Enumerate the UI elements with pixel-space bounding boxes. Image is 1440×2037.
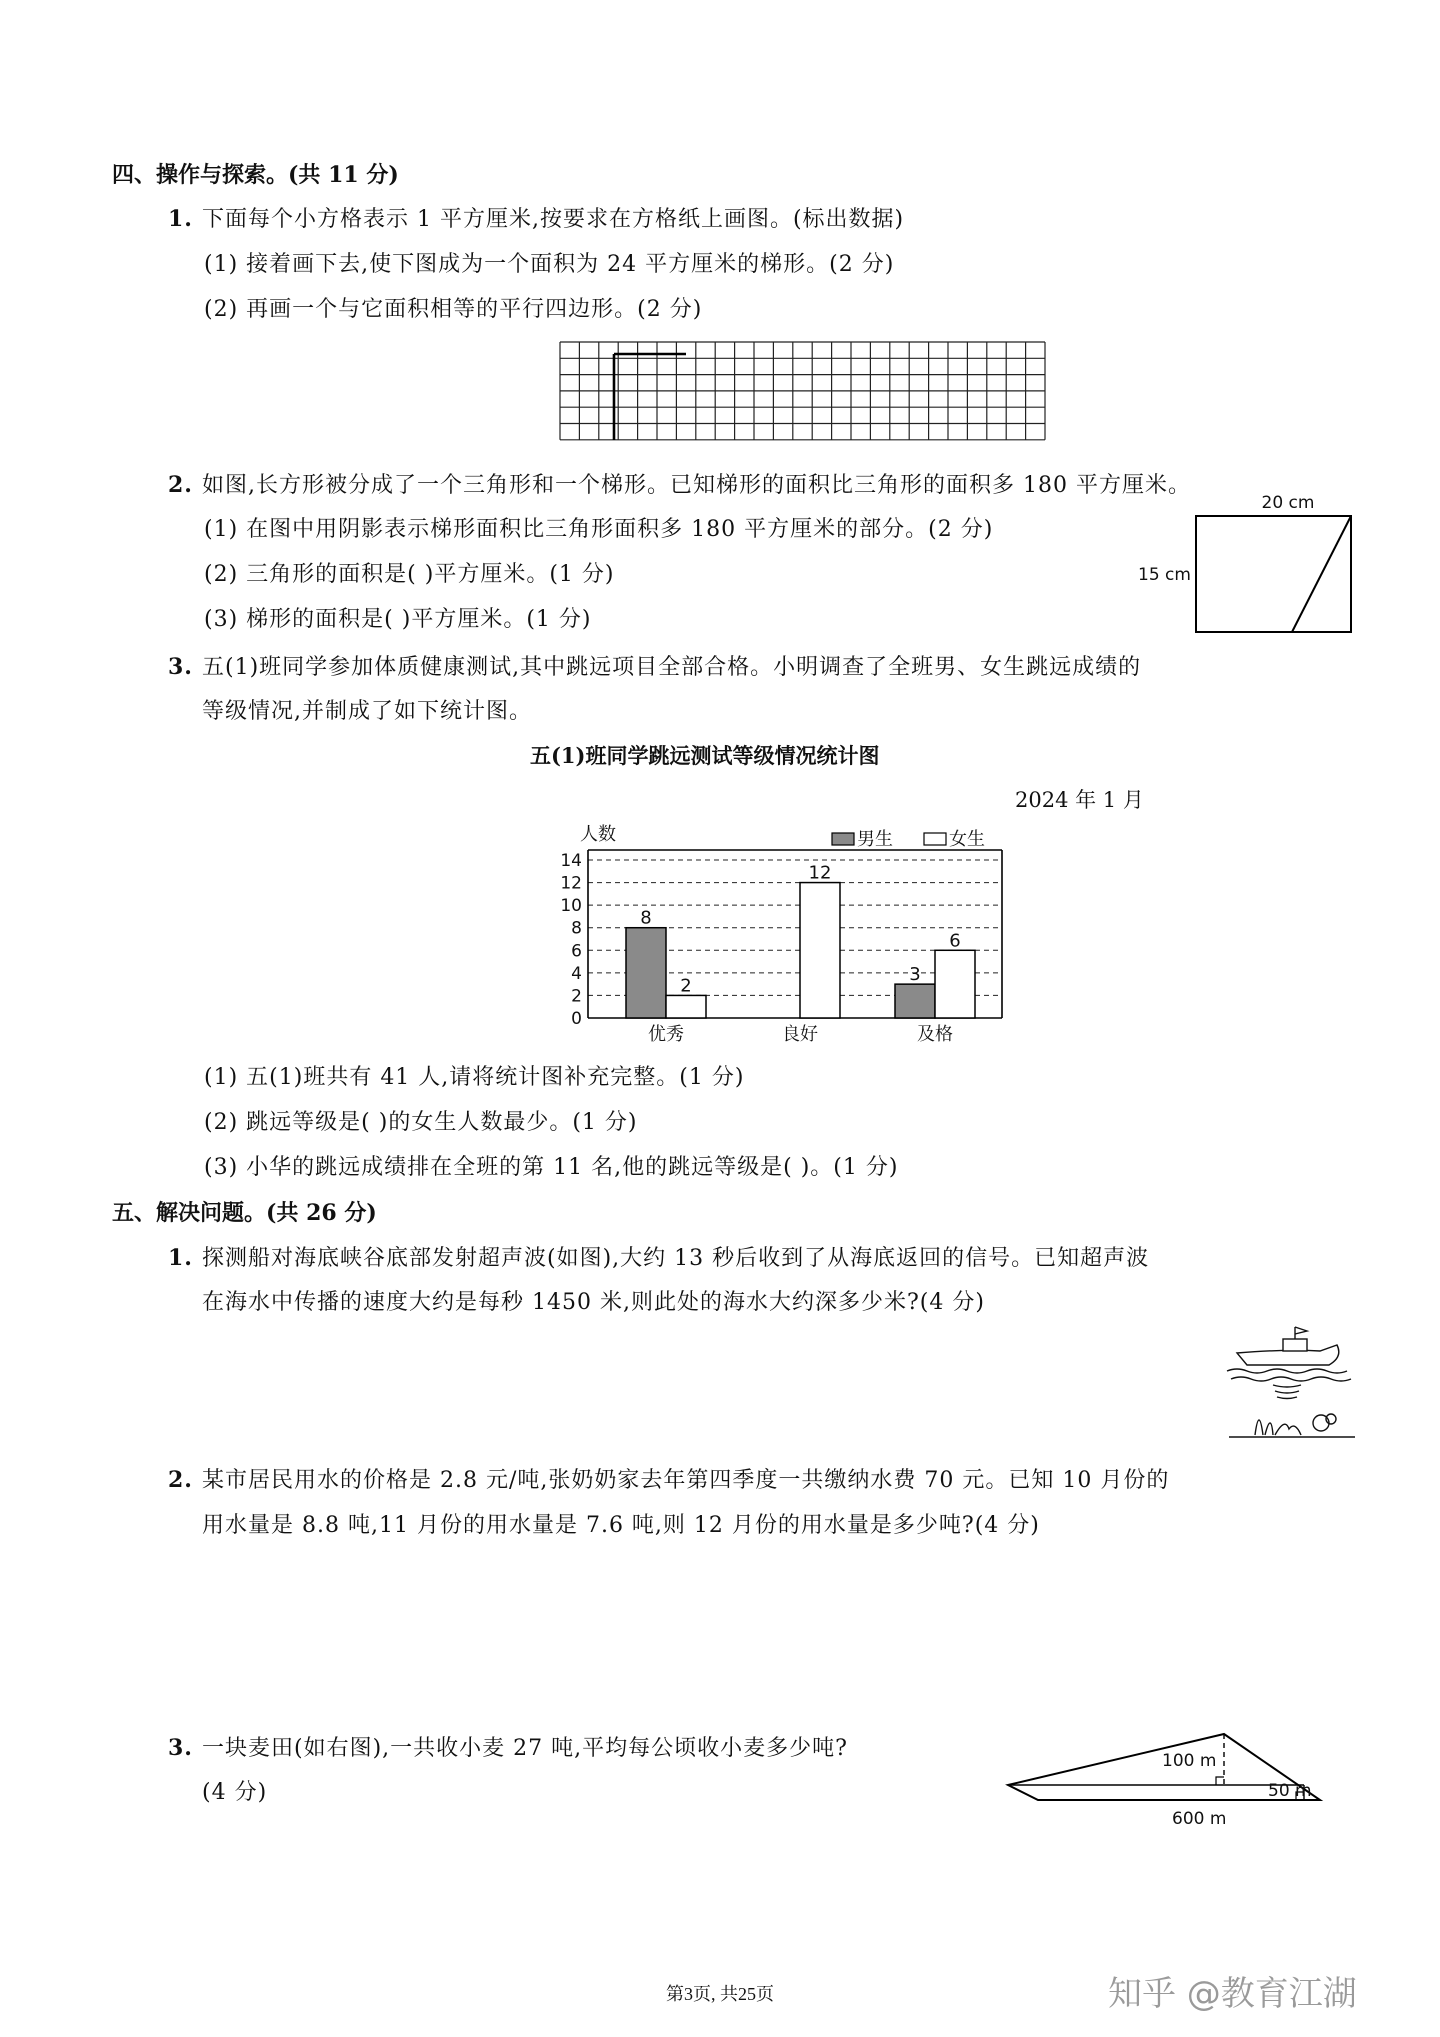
legend-label-girls: 女生 xyxy=(949,829,985,850)
y-tick-label: 0 xyxy=(571,1009,582,1029)
y-tick-label: 4 xyxy=(571,963,582,984)
rectangle-figure xyxy=(1130,488,1370,638)
legend xyxy=(832,829,985,850)
grid-paper xyxy=(558,340,1048,445)
category-label: 及格 xyxy=(917,1024,953,1045)
q4-3-sub2: (2) 跳远等级是( )的女生人数最少。(1 分) xyxy=(204,1110,638,1135)
q5-3-number: 3. xyxy=(168,1735,193,1761)
q4-3-sub3: (3) 小华的跳远成绩排在全班的第 11 名,他的跳远等级是( )。(1 分) xyxy=(204,1155,899,1180)
y-axis-label: 人数 xyxy=(580,824,616,845)
label-100m: 100 m xyxy=(1162,1751,1217,1771)
q5-2-line1: 某市居民用水的价格是 2.8 元/吨,张奶奶家去年第四季度一共缴纳水费 70 元。已知 10 月份的 xyxy=(202,1468,1170,1493)
bar-boys-2 xyxy=(895,984,935,1018)
given-trapezoid-part xyxy=(614,354,686,440)
legend-swatch-girls xyxy=(924,833,946,845)
q4-2-sub3: (3) 梯形的面积是( )平方厘米。(1 分) xyxy=(204,607,592,632)
y-tick-label: 6 xyxy=(571,941,582,962)
q4-2-sub1: (1) 在图中用阴影表示梯形面积比三角形面积多 180 平方厘米的部分。(2 分) xyxy=(204,517,994,542)
width-label: 20 cm xyxy=(1261,493,1315,513)
bar-boys-0 xyxy=(626,928,666,1018)
chart-title: 五(1)班同学跳远测试等级情况统计图 xyxy=(530,743,880,768)
y-tick-label: 2 xyxy=(571,986,582,1007)
watermark: 知乎 @教育江湖 xyxy=(1108,1974,1357,2014)
q4-3-sub1: (1) 五(1)班共有 41 人,请将统计图补充完整。(1 分) xyxy=(204,1065,745,1090)
legend-swatch-boys xyxy=(832,833,854,845)
section-5-title: 五、解决问题。(共 26 分) xyxy=(112,1200,377,1226)
q4-1-sub2: (2) 再画一个与它面积相等的平行四边形。(2 分) xyxy=(204,297,703,322)
bar-value-label: 6 xyxy=(949,930,961,952)
q5-3-line1: 一块麦田(如右图),一共收小麦 27 吨,平均每公顷收小麦多少吨? xyxy=(202,1736,848,1761)
ship-illustration xyxy=(1225,1325,1360,1445)
q4-2-number: 2. xyxy=(168,472,193,498)
q4-2-text xyxy=(168,468,1191,499)
y-tick-label: 8 xyxy=(571,918,582,939)
q4-2-sub2: (2) 三角形的面积是( )平方厘米。(1 分) xyxy=(204,562,615,587)
q4-1-text xyxy=(168,202,904,233)
wheat-field-figure xyxy=(1000,1722,1360,1834)
q5-2-number: 2. xyxy=(168,1467,193,1493)
q4-3-text xyxy=(168,650,1141,681)
y-tick-label: 10 xyxy=(560,896,582,917)
category-label: 良好 xyxy=(782,1024,818,1045)
section-4-title: 四、操作与探索。(共 11 分) xyxy=(112,162,399,188)
q5-1-line2: 在海水中传播的速度大约是每秒 1450 米,则此处的海水大约深多少米?(4 分) xyxy=(202,1290,985,1315)
q4-1-sub1: (1) 接着画下去,使下图成为一个面积为 24 平方厘米的梯形。(2 分) xyxy=(204,252,895,277)
q4-3-number: 3. xyxy=(168,654,193,680)
q5-1-line1: 探测船对海底峡谷底部发射超声波(如图),大约 13 秒后收到了从海底返回的信号。已知超声波 xyxy=(202,1246,1150,1271)
legend-label-boys: 男生 xyxy=(857,829,893,850)
chart-subtitle: 2024 年 1 月 xyxy=(1015,788,1144,812)
bar-value-label: 8 xyxy=(640,907,652,929)
q4-1-stem: 下面每个小方格表示 1 平方厘米,按要求在方格纸上画图。(标出数据) xyxy=(202,207,905,232)
q4-2-stem: 如图,长方形被分成了一个三角形和一个梯形。已知梯形的面积比三角形的面积多 180 平方厘米。 xyxy=(202,473,1191,498)
bar-value-label: 3 xyxy=(909,964,921,986)
q4-3-stem-line1: 五(1)班同学参加体质健康测试,其中跳远项目全部合格。小明调查了全班男、女生跳远成绩的 xyxy=(202,655,1142,680)
bar-chart xyxy=(550,820,1010,1050)
q5-3-text xyxy=(168,1731,848,1762)
y-tick-label: 12 xyxy=(560,873,582,894)
q4-3-stem-line2: 等级情况,并制成了如下统计图。 xyxy=(202,699,532,724)
bar-girls-0 xyxy=(666,995,706,1018)
bar-girls-2 xyxy=(935,950,975,1018)
label-50m: 50 m xyxy=(1268,1781,1312,1801)
q5-3-line2: (4 分) xyxy=(202,1780,268,1805)
category-label: 优秀 xyxy=(648,1024,684,1045)
q4-1-number: 1. xyxy=(168,206,193,232)
q5-2-text xyxy=(168,1463,1169,1494)
page-number: 第3页, 共25页 xyxy=(666,1984,774,2004)
label-600m: 600 m xyxy=(1172,1809,1227,1829)
q5-1-text xyxy=(168,1241,1149,1272)
bar-value-label: 12 xyxy=(808,862,832,884)
bar-girls-1 xyxy=(800,883,840,1018)
q5-2-line2: 用水量是 8.8 吨,11 月份的用水量是 7.6 吨,则 12 月份的用水量是多少吨?(4 分) xyxy=(202,1513,1040,1538)
bar-value-label: 2 xyxy=(680,975,692,997)
height-label: 15 cm xyxy=(1138,565,1191,585)
y-tick-label: 14 xyxy=(560,851,582,871)
q5-1-number: 1. xyxy=(168,1245,193,1271)
